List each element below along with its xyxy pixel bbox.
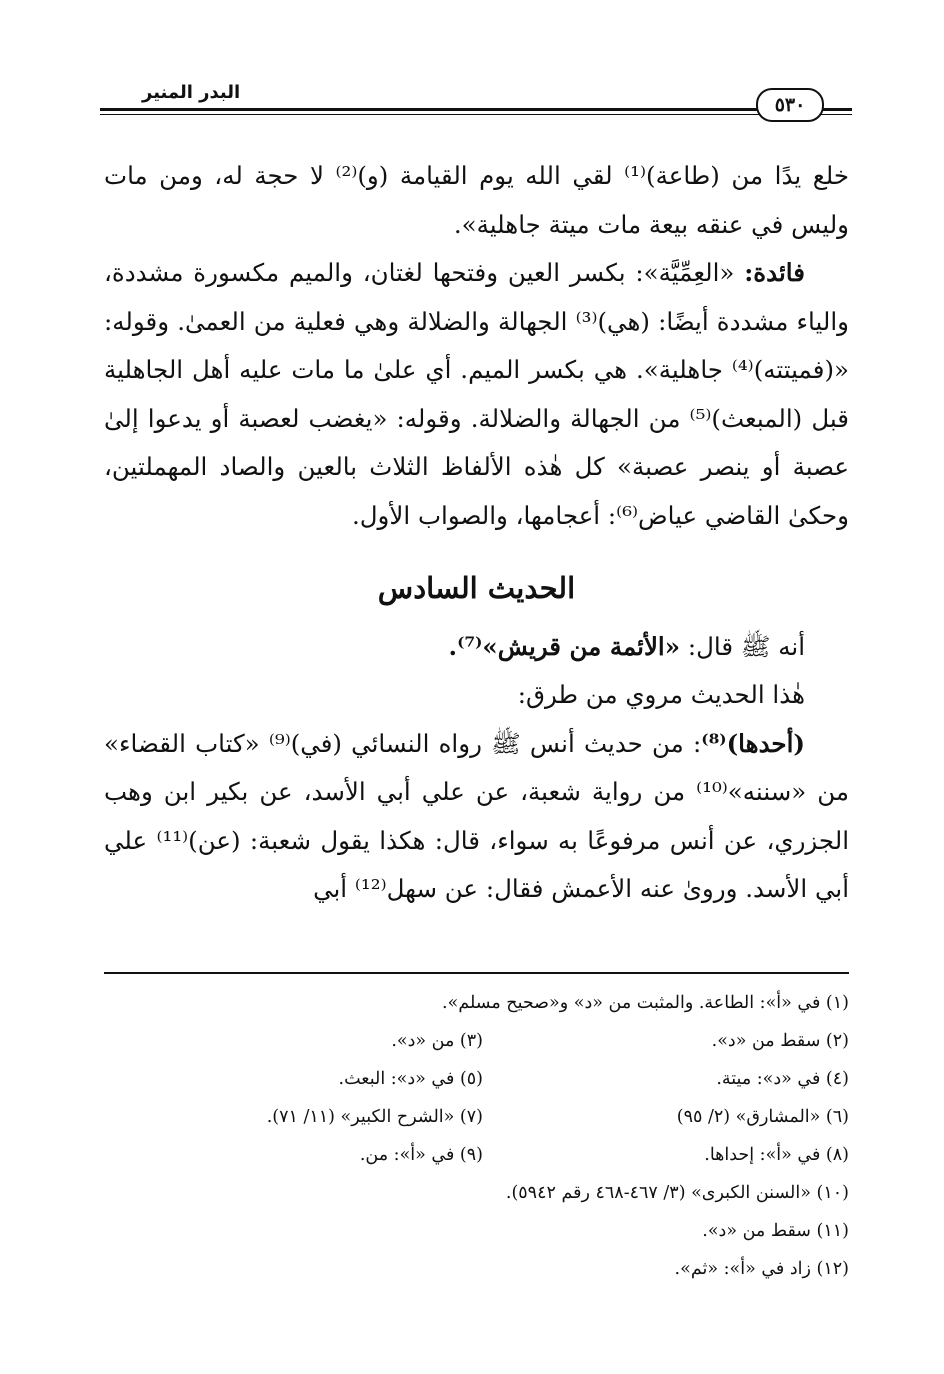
header-rule-thin [100, 114, 852, 115]
first-route-text: : من حديث أنس ﷺ رواه النسائي (في)⁽⁹⁾ «كتاب القضاء» من «سننه»⁽¹⁰⁾ من رواية شعبة، عن علي أبي الأسد، عن بكير ابن وهب الجزري، عن أنس مرفوعًا به سواء، قال: هكذا يقول شعبة: (عن)⁽¹¹⁾ علي أبي الأسد. وروىٰ عنه الأعمش فقال: عن سهل⁽¹²⁾ أبي [104, 728, 850, 903]
paragraph-routes: هٰذا الحديث مروي من طرق: [517, 680, 805, 709]
main-text [104, 152, 849, 914]
footnote-10: (١٠) «السنن الكبرى» (٣/ ٤٦٧-٤٦٨ رقم ٥٩٤٢). [505, 1183, 849, 1203]
footnote-separator [104, 972, 849, 974]
page-header [100, 84, 852, 130]
first-route-label: (أحدها)⁽⁸⁾ [701, 728, 805, 758]
running-title: البدر المنير [136, 82, 246, 103]
footnote-3: (٣) من «د». [391, 1031, 483, 1051]
page-number: ٥٣٠ [756, 88, 824, 122]
benefit-label: فائدة: [744, 258, 805, 287]
paragraph-hadith-end: خلع يدًا من (طاعة)⁽¹⁾ لقي الله يوم القيامة (و)⁽²⁾ لا حجة له، ومن مات وليس في عنقه بيعة مات ميتة جاهلية». [104, 161, 849, 239]
header-rule-thick [100, 108, 852, 111]
section-heading: الحديث السادس [377, 571, 576, 605]
footnote-7: (٧) «الشرح الكبير» (١١/ ٧١). [266, 1107, 483, 1127]
paragraph-hadith-text [104, 623, 849, 672]
paragraph-first-route [104, 720, 849, 914]
footnote-11: (١١) سقط من «د». [702, 1221, 849, 1241]
footnote-2: (٢) سقط من «د». [711, 1031, 849, 1051]
footnote-12: (١٢) زاد في «أ»: «ثم». [674, 1259, 849, 1279]
footnote-1: (١) في «أ»: الطاعة. والمثبت من «د» و«صحيح مسلم». [442, 993, 849, 1013]
hadith-intro: أنه ﷺ قال: [680, 631, 805, 661]
footnote-9: (٩) في «أ»: من. [359, 1145, 483, 1165]
footnote-4: (٤) في «د»: ميتة. [716, 1069, 849, 1089]
footnote-5: (٥) في «د»: البعث. [338, 1069, 483, 1089]
benefit-text: «العِمِّيَّة»: بكسر العين وفتحها لغتان، والميم مكسورة مشددة، والياء مشددة أيضًا: (هي)⁽³⁾ الجهالة والضلالة وهي فعلية من العمىٰ. وقوله: «(فميتته)⁽⁴⁾ جاهلية». هي بكسر الميم. أي علىٰ ما مات عليه أهل الجاهلية قبل (المبعث)⁽⁵⁾ من الجهالة والضلالة. وقوله: «يغضب لعصبة أو يدعوا إلىٰ عصبة أو ينصر عصبة» كل هٰذه الألفاظ الثلاث بالعين والصاد المهملتين، وحكىٰ القاضي عياض⁽⁶⁾: أعجامها، والصواب الأول. [104, 258, 849, 530]
hadith-quote: «الأئمة من قريش»⁽⁷⁾. [448, 631, 681, 661]
footnote-8: (٨) في «أ»: إحداها. [704, 1145, 849, 1165]
footnote-6: (٦) «المشارق» (٢/ ٩٥) [676, 1107, 849, 1127]
footnotes [104, 984, 849, 1288]
paragraph-benefit [104, 249, 849, 540]
